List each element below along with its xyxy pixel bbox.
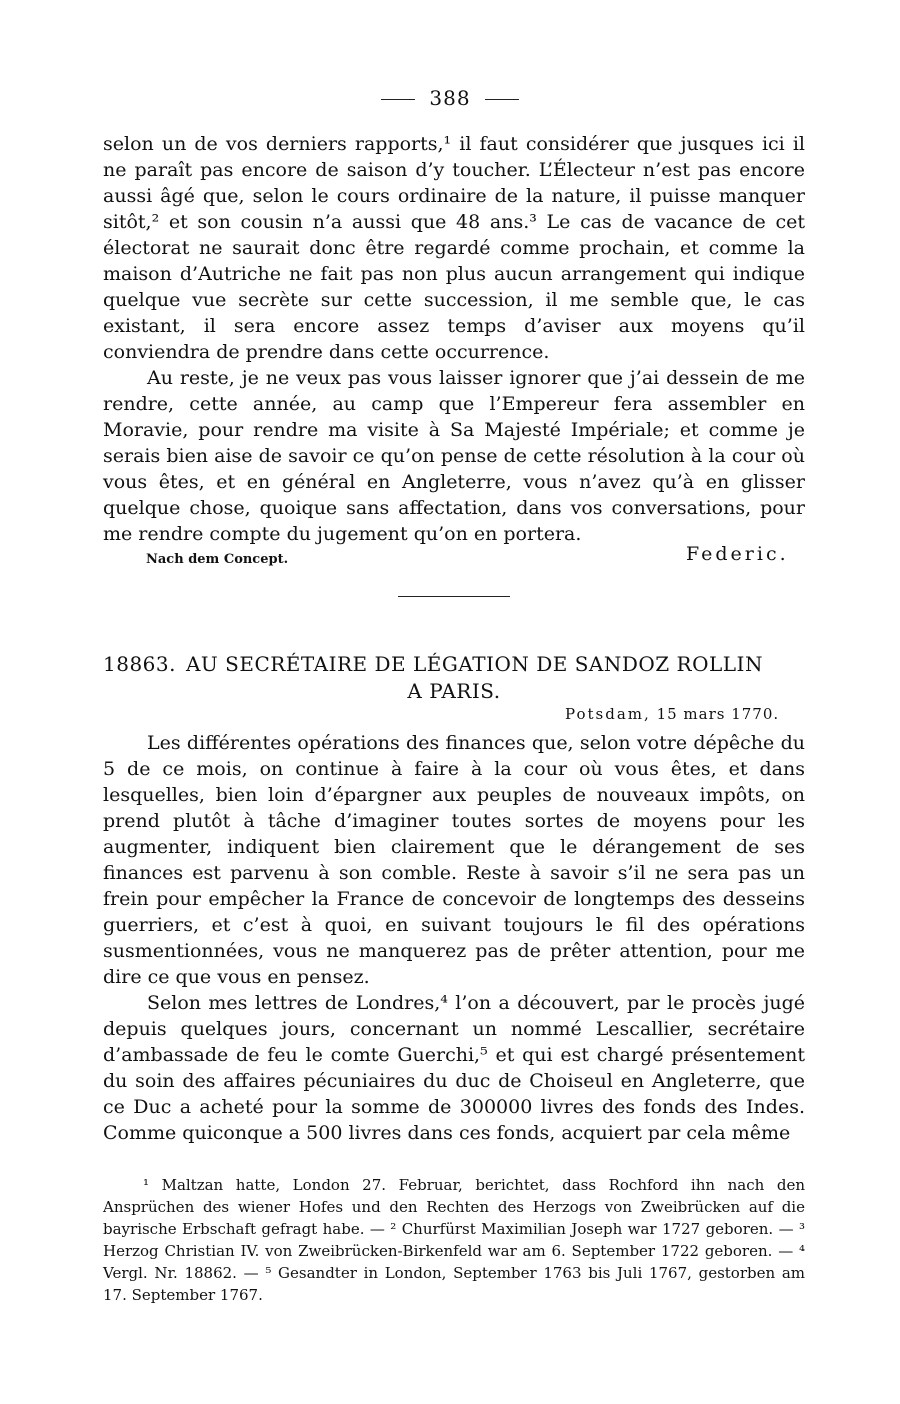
page-number [0, 86, 900, 110]
letter-number: 18863. [103, 652, 176, 676]
section-divider [398, 596, 510, 597]
dateline-date: 15 mars 1770. [656, 705, 780, 723]
dateline-place: Potsdam, [565, 705, 651, 723]
continuation-text [103, 131, 805, 547]
letter-body [103, 730, 805, 1146]
letter-heading [103, 651, 805, 705]
letter-heading-line-2: A PARIS. [407, 679, 501, 703]
footnotes [103, 1174, 805, 1306]
continuation-paragraph-1: selon un de vos derniers rapports,¹ il faut considérer que jusques ici il ne paraît pas encore de saison d’y toucher. L’Électeur n’est pas encore aussi âgé que, selon le cours ordinaire de la nature, il puisse manquer sitôt,² et son cousin n’a aussi que 48 ans.³ Le cas de vacance de cet électorat ne saurait donc être regardé comme prochain, et comme la maison d’Autriche ne fait pas non plus aucun arrangement qui indique quelque vue secrète sur cette succession, il me semble que, le cas existant, il sera encore assez temps d’aviser aux moyens qu’il conviendra de prendre dans cette occurrence. [103, 133, 805, 363]
page-number-dash-left [381, 99, 415, 100]
page-number-dash-right [485, 99, 519, 100]
source-note: Nach dem Concept. [146, 552, 289, 567]
letter-title: AU SECRÉTAIRE DE LÉGATION DE SANDOZ ROLLIN [185, 652, 763, 676]
dateline [565, 705, 779, 723]
signature: Federic. [686, 543, 789, 565]
letter-paragraph-2: Selon mes lettres de Londres,⁴ l’on a découvert, par le procès jugé depuis quelques jours, concernant un nommé Lescallier, secrétaire d’ambassade de feu le comte Guerchi,⁵ et qui est chargé présentement du soin des affaires pécuniaires du duc de Choiseul en Angleterre, que ce Duc a acheté pour la somme de 300000 livres des fonds des Indes. Comme quiconque a 500 livres dans ces fonds, acquiert par cela même [103, 992, 805, 1144]
page-number-value: 388 [429, 86, 471, 110]
letter-heading-line-1 [103, 651, 805, 678]
continuation-paragraph-2: Au reste, je ne veux pas vous laisser ignorer que j’ai dessein de me rendre, cette année, au camp que l’Empereur fera assembler en Moravie, pour rendre ma visite à Sa Majesté Impériale; et comme je serais bien aise de savoir ce qu’on pense de cette résolution à la cour où vous êtes, et en général en Angleterre, vous n’avez qu’à en glisser quelque chose, quoique sans affectation, dans vos conversations, pour me rendre compte du jugement qu’on en portera. [103, 367, 805, 545]
letter-paragraph-1: Les différentes opérations des finances que, selon votre dépêche du 5 de ce mois, on continue à faire à la cour où vous êtes, et dans lesquelles, bien loin d’épargner aux peuples de nouveaux impôts, on prend plutôt à tâche d’imaginer toutes sortes de moyens pour les augmenter, indiquent bien clairement que le dérangement de ses finances est parvenu à son comble. Reste à savoir s’il ne sera pas un frein pour empêcher la France de concevoir de longtemps des desseins guerriers, et c’est à quoi, en suivant toujours le fil des opérations susmentionnées, vous ne manquerez pas de prêter attention, pour me dire ce que vous en pensez. [103, 732, 805, 988]
footnotes-text: ¹ Maltzan hatte, London 27. Februar, berichtet, dass Rochford ihn nach den Ansprüchen des wiener Hofes und den Rechten des Herzogs von Zweibrücken auf die bayrische Erbschaft gefragt habe. — ² Churfürst Maximilian Joseph war 1727 geboren. — ³ Herzog Christian IV. von Zweibrücken-Birkenfeld war am 6. September 1722 geboren. — ⁴ Vergl. Nr. 18862. — ⁵ Gesandter in London, September 1763 bis Juli 1767, gestorben am 17. September 1767. [103, 1176, 805, 1304]
